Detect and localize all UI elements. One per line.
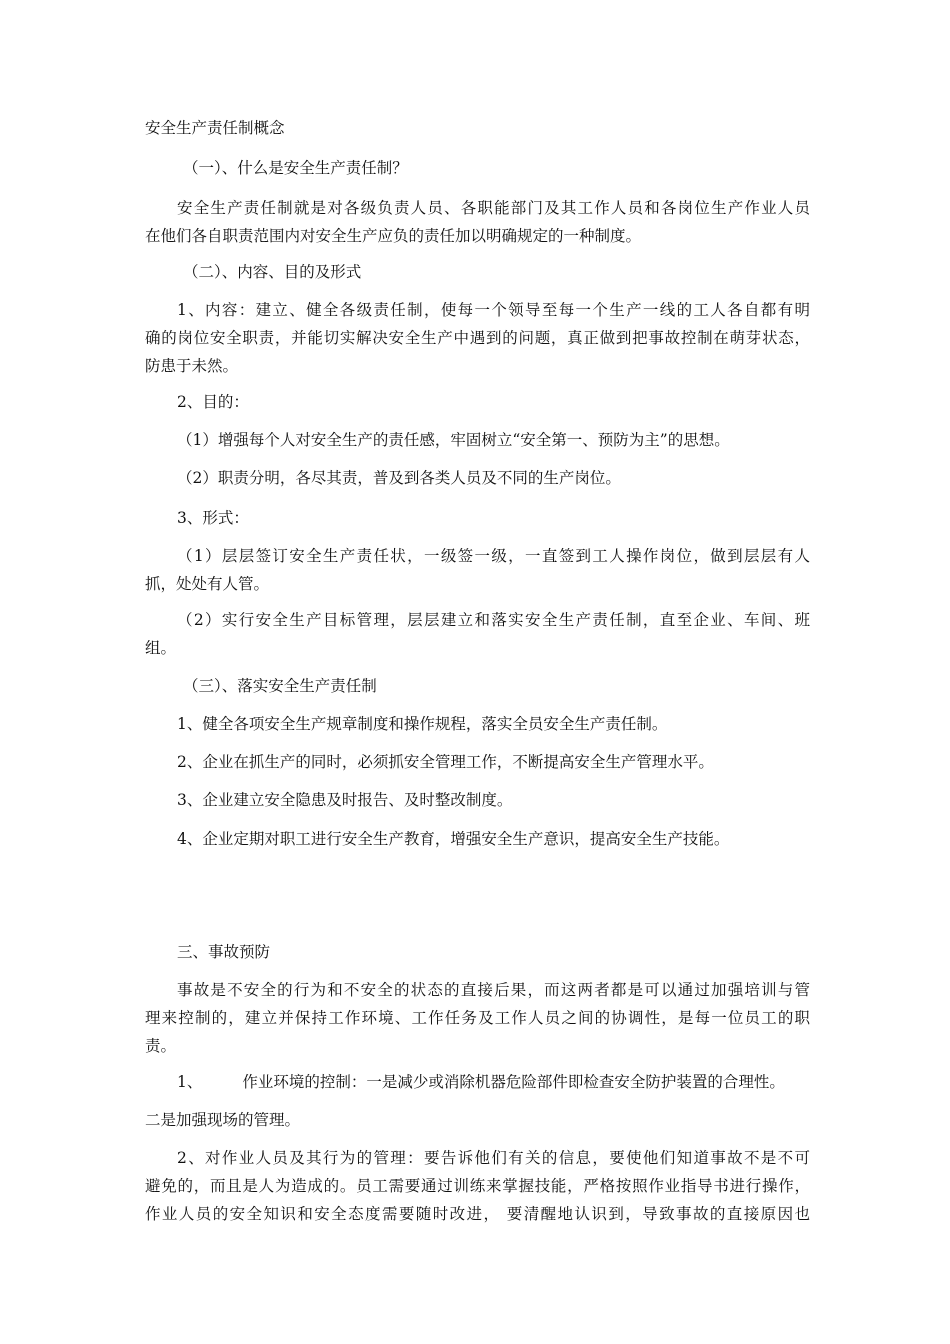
section-3-item-4: 4、企业定期对职工进行安全生产教育，增强安全生产意识，提高安全生产技能。 — [177, 830, 730, 848]
paragraph-line: （1）层层签订安全生产责任状，一级签一级，一直签到工人操作岗位，做到层层有人 — [177, 547, 810, 565]
paragraph-line: 理来控制的，建立并保持工作环境、工作任务及工作人员之间的协调性，是每一位员工的职 — [145, 1009, 810, 1027]
paragraph-line: 作业人员的安全知识和安全态度需要随时改进， 要清醒地认识到，导致事故的直接原因也 — [145, 1205, 810, 1223]
paragraph-line: 责。 — [145, 1037, 177, 1055]
paragraph-line: 2、对作业人员及其行为的管理：要告诉他们有关的信息，要使他们知道事故不是不可 — [177, 1149, 810, 1167]
paragraph-line: 确的岗位安全职责，并能切实解决安全生产中遇到的问题，真正做到把事故控制在萌芽状态， — [145, 329, 810, 347]
paragraph-line: 组。 — [145, 639, 177, 657]
section-2-purpose-item-1: （1）增强每个人对安全生产的责任感，牢固树立“安全第一、预防为主”的思想。 — [177, 431, 730, 449]
prevention-item-1-continuation: 二是加强现场的管理。 — [145, 1111, 301, 1129]
section-2-heading: （二）、内容、目的及形式 — [183, 263, 362, 281]
section-2-form-item-1 — [145, 542, 810, 598]
paragraph-line: 避免的，而且是人为造成的。员工需要通过训练来掌握技能，严格按照作业指导书进行操作， — [145, 1177, 810, 1195]
prevention-paragraph — [145, 976, 810, 1060]
paragraph-line: 事故是不安全的行为和不安全的状态的直接后果，而这两者都是可以通过加强培训与管 — [177, 981, 810, 999]
section-2-purpose-label: 2、目的： — [177, 393, 249, 411]
prevention-item-1-number: 1、 — [177, 1073, 203, 1091]
prevention-item-2 — [145, 1144, 810, 1228]
section-2-content-paragraph — [145, 296, 810, 380]
section-2-form-label: 3、形式： — [177, 509, 249, 527]
section-3-item-1: 1、健全各项安全生产规章制度和操作规程，落实全员安全生产责任制。 — [177, 715, 668, 733]
paragraph-line: 安全生产责任制就是对各级负责人员、各职能部门及其工作人员和各岗位生产作业人员 — [177, 199, 810, 217]
section-1-heading: （一）、什么是安全生产责任制？ — [183, 159, 408, 177]
paragraph-line: 抓，处处有人管。 — [145, 575, 270, 593]
prevention-item-1 — [145, 1068, 842, 1096]
paragraph-line: （2）实行安全生产目标管理，层层建立和落实安全生产责任制，直至企业、车间、班 — [177, 611, 810, 629]
document-title: 安全生产责任制概念 — [145, 119, 285, 137]
section-3-item-3: 3、企业建立安全隐患及时报告、及时整改制度。 — [177, 791, 513, 809]
section-3-item-2: 2、企业在抓生产的同时，必须抓安全管理工作，不断提高安全生产管理水平。 — [177, 753, 714, 771]
prevention-heading: 三、事故预防 — [177, 943, 271, 961]
paragraph-line: 1、内容：建立、健全各级责任制，使每一个领导至每一个生产一线的工人各自都有明 — [177, 301, 810, 319]
paragraph-line: 防患于未然。 — [145, 357, 239, 375]
paragraph-line: 在他们各自职责范围内对安全生产应负的责任加以明确规定的一种制度。 — [145, 227, 642, 245]
section-2-form-item-2 — [145, 606, 810, 662]
section-1-paragraph — [145, 194, 810, 250]
section-2-purpose-item-2: （2）职责分明，各尽其责，普及到各类人员及不同的生产岗位。 — [177, 469, 621, 487]
section-3-heading: （三）、落实安全生产责任制 — [183, 677, 377, 695]
prevention-item-1-text: 作业环境的控制：一是减少或消除机器危险部件即检查安全防护装置的合理性。 — [242, 1073, 785, 1091]
